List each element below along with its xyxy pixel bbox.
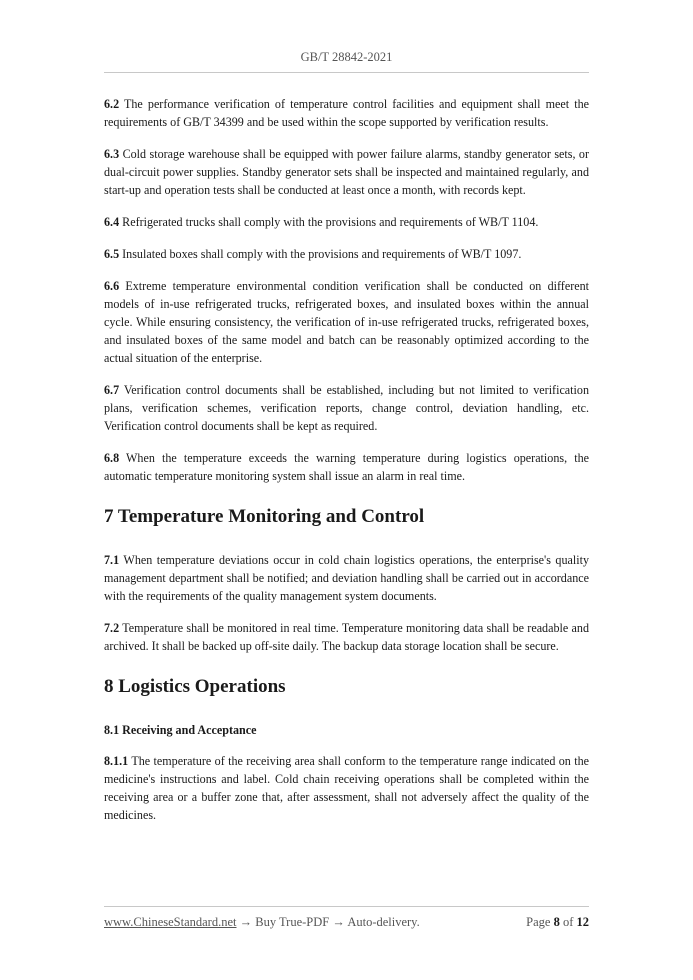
clause-6-7 — [104, 381, 589, 435]
clause-text: The performance verification of temperature control facilities and equipment shall meet the requirements of GB/T 34399 and be used within the scope supported by verification results. — [104, 97, 589, 129]
clause-text: The temperature of the receiving area shall conform to the temperature range indicated on the medicine's instructions and label. Cold chain receiving operations shall be completed within the receiving area or a buffer zone that, after assessment, shall not adversely affect the quality of the medicines. — [104, 754, 589, 822]
clause-6-8 — [104, 449, 589, 485]
footer-links — [104, 915, 420, 930]
clause-number: 6.8 — [104, 451, 120, 465]
header-divider — [104, 72, 589, 73]
page-content — [104, 95, 589, 838]
page-indicator — [526, 915, 589, 930]
of-label: of — [562, 915, 574, 929]
clause-number: 6.4 — [104, 215, 120, 229]
clause-7-1 — [104, 551, 589, 605]
clause-text: When the temperature exceeds the warning temperature during logistics operations, the automatic temperature monitoring system shall issue an alarm in real time. — [104, 451, 589, 483]
auto-delivery-text: Auto-delivery. — [347, 915, 420, 929]
clause-7-2 — [104, 619, 589, 655]
clause-number: 6.5 — [104, 247, 120, 261]
clause-text: Temperature shall be monitored in real time. Temperature monitoring data shall be readable and archived. It shall be backed up off-site daily. The backup data storage location shall be secure. — [104, 621, 589, 653]
clause-text: Verification control documents shall be established, including but not limited to verification plans, verification schemes, verification reports, change control, deviation handling, etc. Verification control documents shall be kept as required. — [104, 383, 589, 433]
footer-divider — [104, 906, 589, 907]
clause-number: 7.2 — [104, 621, 120, 635]
clause-8-1-1 — [104, 752, 589, 824]
subsection-heading-8-1: 8.1 Receiving and Acceptance — [104, 723, 257, 737]
clause-6-6 — [104, 277, 589, 367]
document-code: GB/T 28842-2021 — [300, 50, 393, 64]
page-number: 8 — [553, 915, 560, 929]
clause-text: Cold storage warehouse shall be equipped with power failure alarms, standby generator sets, or dual-circuit power supplies. Standby generator sets shall be inspected and maintained regularly, and start-up and operation tests shall be conducted at least once a month, with records kept. — [104, 147, 589, 197]
section-heading-7: 7 Temperature Monitoring and Control — [104, 506, 425, 527]
clause-number: 8.1.1 — [104, 754, 129, 768]
clause-text: Insulated boxes shall comply with the provisions and requirements of WB/T 1097. — [122, 247, 522, 261]
arrow-right-icon: → — [239, 915, 253, 929]
clause-6-4 — [104, 213, 589, 231]
clause-text: Refrigerated trucks shall comply with the provisions and requirements of WB/T 1104. — [122, 215, 539, 229]
clause-number: 6.7 — [104, 383, 120, 397]
clause-number: 6.3 — [104, 147, 120, 161]
clause-text: When temperature deviations occur in cold chain logistics operations, the enterprise's quality management department shall be notified; and deviation handling shall be carried out in accordance with the requirements of the quality management system documents. — [104, 553, 589, 603]
clause-number: 6.6 — [104, 279, 120, 293]
arrow-right-icon: → — [332, 915, 345, 929]
page-total: 12 — [576, 915, 589, 929]
section-heading-8: 8 Logistics Operations — [104, 676, 286, 697]
clause-6-3 — [104, 145, 589, 199]
page-label: Page — [526, 915, 551, 929]
document-header — [0, 50, 693, 65]
clause-6-2 — [104, 95, 589, 131]
website-link[interactable]: www.ChineseStandard.net — [104, 915, 237, 929]
buy-pdf-text: Buy True-PDF — [255, 915, 330, 929]
clause-number: 7.1 — [104, 553, 120, 567]
clause-number: 6.2 — [104, 97, 120, 111]
clause-6-5 — [104, 245, 589, 263]
clause-text: Extreme temperature environmental condition verification shall be conducted on different models of in-use refrigerated trucks, refrigerated boxes, and insulated boxes within the annual cycle. While ensuring consistency, the verification of in-use refrigerated trucks, refrigerated boxes, and insulated boxes of the same model and batch can be reasonably optimized according to the actual situation of the enterprise. — [104, 279, 589, 365]
